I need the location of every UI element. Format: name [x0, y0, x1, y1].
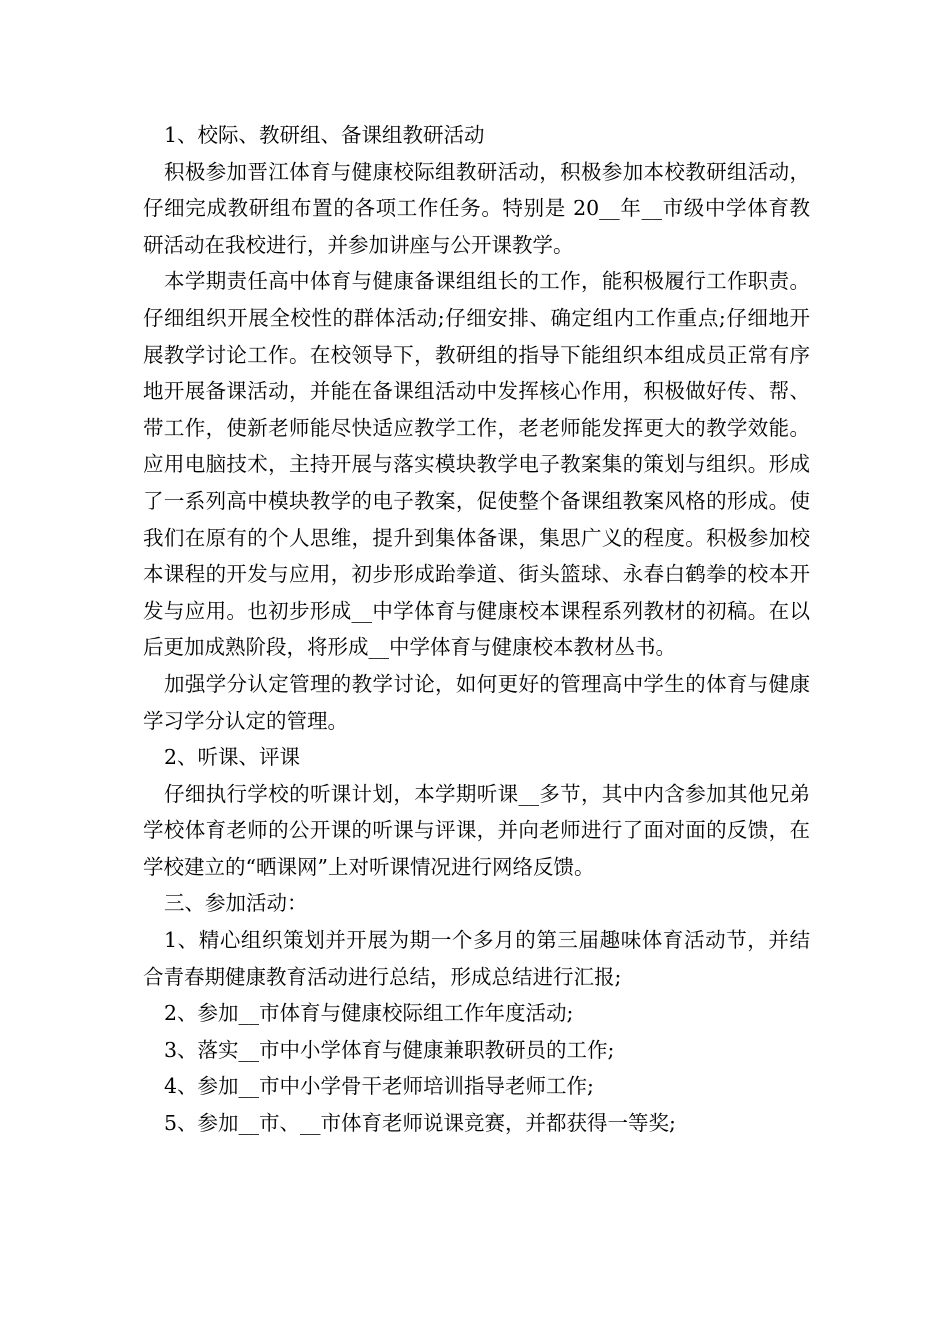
paragraph-text: 加强学分认定管理的教学讨论，如何更好的管理高中学生的体育与健康学习学分认定的管理。 — [143, 671, 810, 733]
list-item: 5、参加__市、__市体育老师说课竞赛，并都获得一等奖; — [164, 1111, 676, 1136]
section-heading-activities: 三、参加活动： — [164, 891, 308, 916]
list-item: 3、落实__市中小学体育与健康兼职教研员的工作; — [164, 1037, 615, 1062]
list-item: 1、精心组织策划并开展为期一个多月的第三届趣味体育活动节，并结合青春期健康教育活动进行总结，形成总结进行汇报; — [143, 928, 810, 989]
paragraph-text: 本学期责任高中体育与健康备课组组长的工作，能积极履行工作职责。仔细组织开展全校性的群体活动;仔细安排、确定组内工作重点;仔细地开展教学讨论工作。在校领导下，教研组的指导下能组织本组成员正常有序地开展备课活动，并能在备课组活动中发挥核心作用，积极做好传、帮、带工作，使新老师能尽快适应教学工作，老老师能发挥更大的教学效能。应用电脑技术，主持开展与落实模块教学电子教案集的策划与组织。形成了一系列高中模块教学的电子教案，促使整个备课组教案风格的形成。使我们在原有的个人思维，提升到集体备课，集思广义的程度。积极参加校本课程的开发与应用，初步形成跆拳道、街头篮球、永春白鹤拳的校本开发与应用。也初步形成__中学体育与健康校本课程系列教材的初稿。在以后更加成熟阶段，将形成__中学体育与健康校本教材丛书。 — [143, 269, 810, 660]
list-item: 4、参加__市中小学骨干老师培训指导老师工作; — [164, 1074, 594, 1099]
paragraph-text: 积极参加晋江体育与健康校际组教研活动，积极参加本校教研组活动，仔细完成教研组布置的各项工作任务。特别是 20__年__市级中学体育教研活动在我校进行，并参加讲座与公开课教学。 — [143, 159, 810, 257]
document-body — [143, 117, 810, 1142]
list-item: 2、参加__市体育与健康校际组工作年度活动; — [164, 1001, 574, 1026]
section-heading-lessons: 2、听课、评课 — [164, 745, 301, 770]
section-heading-exchange: 1、校际、教研组、备课组教研活动 — [164, 123, 485, 147]
paragraph-text: 仔细执行学校的听课计划，本学期听课__多节，其中内含参加其他兄弟学校体育老师的公开课的听课与评课，并向老师进行了面对面的反馈，在学校建立的“晒课网”上对听课情况进行网络反馈。 — [143, 781, 810, 879]
